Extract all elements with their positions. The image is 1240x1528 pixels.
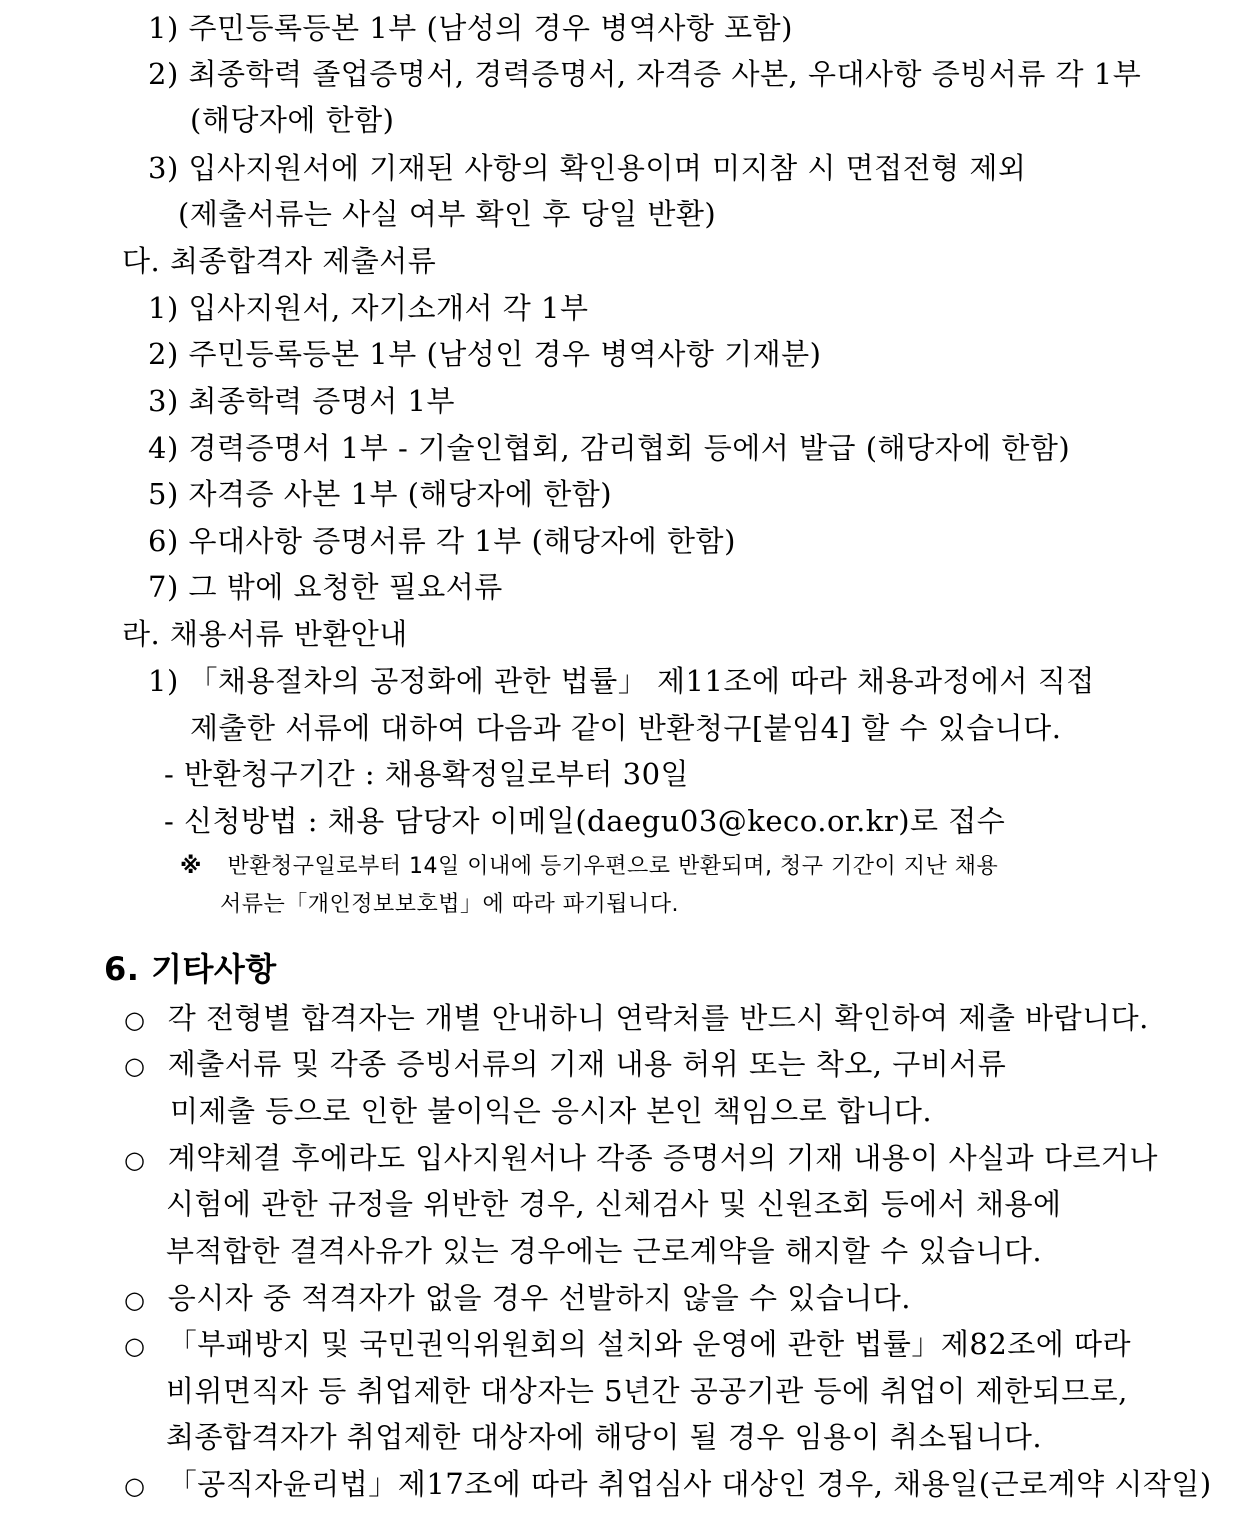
interview-item-2	[148, 52, 1141, 96]
note-mark: ※	[180, 854, 202, 879]
final-item-3	[148, 379, 455, 423]
misc-text: 각 전형별 합격자는 개별 안내하니 연락처를 반드시 확인하여 제출 바랍니다.	[167, 1001, 1149, 1035]
item-text: 주민등록등본 1부 (남성인 경우 병역사항 기재분)	[188, 337, 822, 371]
misc-item-3-cont-2: 부적합한 결격사유가 있는 경우에는 근로계약을 해지할 수 있습니다.	[166, 1234, 1043, 1268]
return-item-1	[148, 659, 1095, 703]
item-text: 입사지원서, 자기소개서 각 1부	[188, 291, 589, 325]
bullet-icon: ○	[124, 1472, 146, 1500]
section-6-title: 6. 기타사항	[104, 950, 277, 988]
interview-item-3	[148, 146, 1026, 190]
item-number: 1)	[148, 664, 179, 698]
item-text: 주민등록등본 1부 (남성의 경우 병역사항 포함)	[188, 11, 793, 45]
bullet-icon: ○	[124, 1286, 146, 1314]
misc-item-4	[124, 1276, 911, 1320]
misc-item-5	[124, 1322, 1131, 1366]
item-text: 경력증명서 1부 - 기술인협회, 감리협회 등에서 발급 (해당자에 한함)	[188, 431, 1071, 465]
misc-item-5-cont-1: 비위면직자 등 취업제한 대상자는 5년간 공공기관 등에 취업이 제한되므로,	[166, 1374, 1128, 1408]
item-text: 그 밖에 요청한 필요서류	[188, 570, 503, 604]
return-docs-title: 라. 채용서류 반환안내	[122, 617, 408, 651]
misc-item-3-cont-1: 시험에 관한 규정을 위반한 경우, 신체검사 및 신원조회 등에서 채용에	[166, 1187, 1062, 1221]
item-number: 6)	[148, 524, 179, 558]
item-text: 최종학력 증명서 1부	[188, 384, 455, 418]
misc-text: 「공직자윤리법」제17조에 따라 취업심사 대상인 경우, 채용일(근로계약 시작일)	[167, 1467, 1212, 1501]
misc-item-2	[124, 1042, 1006, 1086]
item-number: 3)	[148, 384, 179, 418]
misc-item-5-cont-2: 최종합격자가 취업제한 대상자에 해당이 될 경우 임용이 취소됩니다.	[166, 1420, 1043, 1454]
final-item-1	[148, 286, 588, 330]
note-text-1: 반환청구일로부터 14일 이내에 등기우편으로 반환되며, 청구 기간이 지난 채용	[227, 854, 999, 879]
item-text: 자격증 사본 1부 (해당자에 한함)	[188, 477, 613, 511]
final-item-6	[148, 519, 736, 563]
misc-text: 응시자 중 적격자가 없을 경우 선발하지 않을 수 있습니다.	[167, 1281, 912, 1315]
interview-item-1	[148, 6, 793, 50]
return-note	[180, 849, 998, 885]
final-item-2	[148, 332, 821, 376]
item-text: 입사지원서에 기재된 사항의 확인용이며 미지참 시 면접전형 제외	[188, 151, 1027, 185]
item-number: 1)	[148, 11, 179, 45]
misc-item-1	[124, 996, 1149, 1040]
item-number: 1)	[148, 291, 179, 325]
final-item-4	[148, 426, 1070, 470]
return-note-cont: 서류는「개인정보보호법」에 따라 파기됩니다.	[220, 892, 680, 917]
return-item-1-cont: 제출한 서류에 대하여 다음과 같이 반환청구[붙임4] 할 수 있습니다.	[190, 711, 1062, 745]
misc-text: 계약체결 후에라도 입사지원서나 각종 증명서의 기재 내용이 사실과 다르거나	[167, 1141, 1158, 1175]
interview-item-3-cont: (제출서류는 사실 여부 확인 후 당일 반환)	[178, 197, 717, 231]
item-text: 우대사항 증명서류 각 1부 (해당자에 한함)	[188, 524, 736, 558]
item-number: 3)	[148, 151, 179, 185]
misc-text: 「부패방지 및 국민권익위원회의 설치와 운영에 관한 법률」제82조에 따라	[167, 1327, 1132, 1361]
misc-text: 제출서류 및 각종 증빙서류의 기재 내용 허위 또는 착오, 구비서류	[167, 1047, 1007, 1081]
item-number: 7)	[148, 570, 179, 604]
item-number: 4)	[148, 431, 179, 465]
final-docs-title: 다. 최종합격자 제출서류	[122, 244, 437, 278]
interview-item-2-cont: (해당자에 한함)	[190, 103, 395, 137]
bullet-icon: ○	[124, 1006, 146, 1034]
misc-item-6	[124, 1462, 1212, 1506]
final-item-7	[148, 565, 503, 609]
misc-item-2-cont: 미제출 등으로 인한 불이익은 응시자 본인 책임으로 합니다.	[170, 1094, 933, 1128]
misc-item-3	[124, 1136, 1158, 1180]
item-number: 2)	[148, 337, 179, 371]
item-text: 최종학력 졸업증명서, 경력증명서, 자격증 사본, 우대사항 증빙서류 각 1부	[188, 57, 1142, 91]
item-number: 2)	[148, 57, 179, 91]
bullet-icon: ○	[124, 1052, 146, 1080]
bullet-icon: ○	[124, 1146, 146, 1174]
return-period: - 반환청구기간 : 채용확정일로부터 30일	[164, 757, 690, 791]
bullet-icon: ○	[124, 1332, 146, 1360]
item-number: 5)	[148, 477, 179, 511]
return-method: - 신청방법 : 채용 담당자 이메일(daegu03@keco.or.kr)로 접수	[164, 804, 1006, 838]
final-item-5	[148, 472, 612, 516]
item-text: 「채용절차의 공정화에 관한 법률」 제11조에 따라 채용과정에서 직접	[188, 664, 1095, 698]
